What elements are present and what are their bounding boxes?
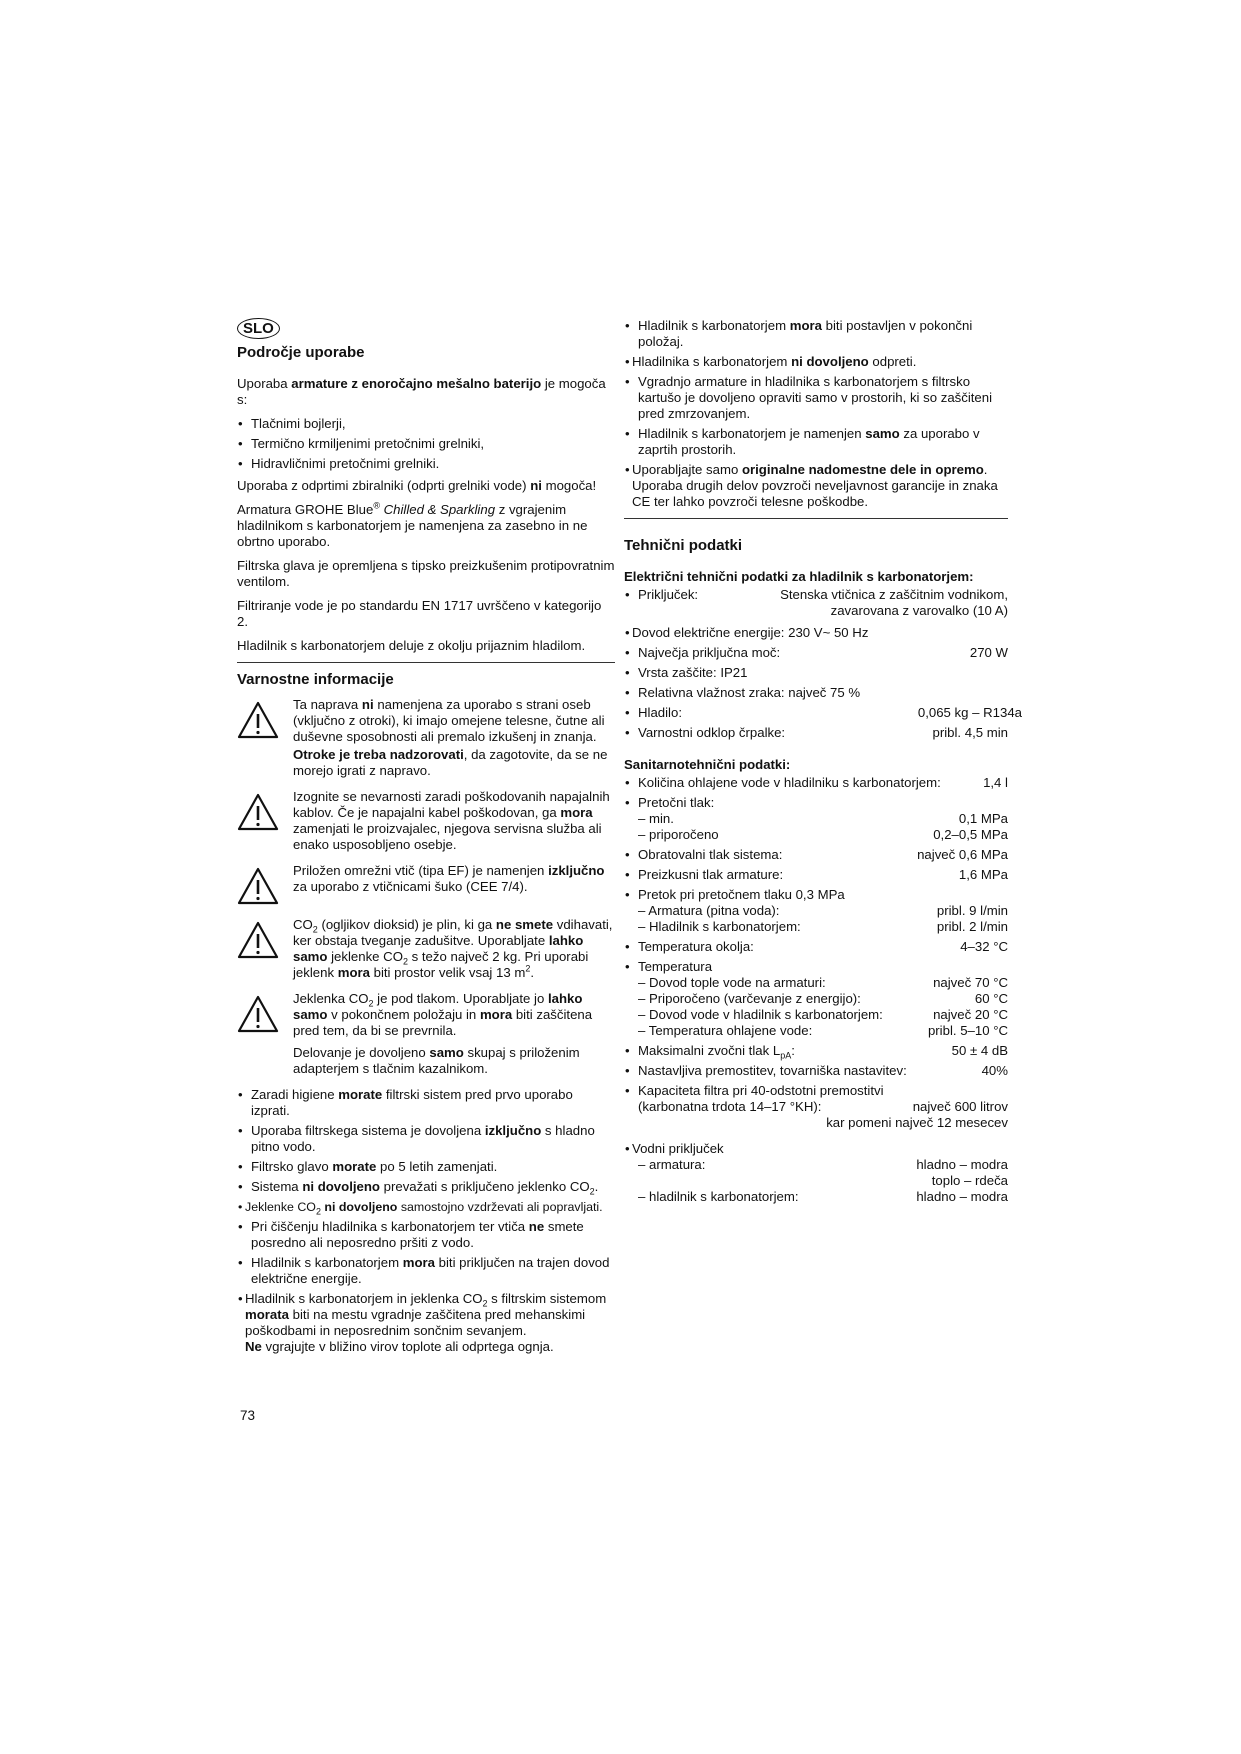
- left-column: [237, 318, 615, 1359]
- language-badge: SLO: [237, 318, 615, 344]
- warning-triangle-icon: [237, 991, 293, 1037]
- el-pump-cutoff: • Varnostni odklop črpalke: pribl. 4,5 min: [624, 725, 1008, 741]
- section-title-use: Področje uporabe: [237, 344, 365, 361]
- el-refrigerant: • Hladilo: 0,065 kg – R134a: [624, 705, 1008, 721]
- warning-triangle-icon: [237, 789, 293, 835]
- safety-item-cold-water: • Uporaba filtrskega sistema je dovoljena izključno s hladno pitno vodo.: [237, 1123, 615, 1155]
- safety-item-indoor: • Hladilnik s karbonatorjem je namenjen samo za uporabo v zaprtih prostorih.: [624, 426, 1008, 458]
- warning-block-cable: Izognite se nevarnosti zaradi poškodovanih napajalnih kablov. Če je napajalni kabel poškodovan, ga mora zamenjati le proizvajalec, njegova servisna služba ali enako usposobljeno osebje.: [237, 789, 615, 855]
- filtration-category-note: Filtriranje vode je po standardu EN 1717 uvrščeno v kategorijo 2.: [237, 598, 602, 629]
- safety-item-frost: • Vgradnjo armature in hladilnika s karbonatorjem s filtrsko kartušo je dovoljeno opraviti samo v prostorih, ki so zaščiteni pred zmrzovanjem.: [624, 374, 1008, 422]
- warning-block-co2: $CO_2$ (ogljikov dioksid) je plin, ki ga ne smete vdihavati, ker obstaja tveganje zadušitve. Uporabljate lahko samo jeklenke $CO_2$ s težo največ 2 kg. Pri uporabi jeklenk mora biti prostor velik vsaj 13 $m^2$.: [237, 917, 615, 983]
- san-quantity: • Količina ohlajene vode v hladilniku s karbonatorjem: 1,4 l: [624, 775, 1008, 791]
- filter-head-note: Filtrska glava je opremljena s tipsko preizkušenim protipovratnim ventilom.: [237, 558, 615, 589]
- warning-triangle-icon: [237, 697, 293, 743]
- san-flow-pressure: • Pretočni tlak: – min. 0,1 MPa – priporočeno 0,2–0,5 MPa: [624, 795, 1008, 843]
- el-protection: • Vrsta zaščite: IP21: [624, 665, 1008, 681]
- use-item: • Hidravličnimi pretočnimi grelniki.: [237, 456, 615, 472]
- san-temperature: • Temperatura – Dovod tople vode na armaturi: največ 70 °C – Priporočeno (varčevanje z energijo): 60 °C – Dovod vode v hladilnik s karbonatorjem: največ 20 °C – Temperatura ohlajene vode: pribl. 5–10 °C: [624, 959, 1008, 1039]
- section-title-safety: Varnostne informacije: [237, 671, 394, 688]
- open-tank-note: Uporaba z odprtimi zbiralniki (odprti grelniki vode) ni mogoča!: [237, 478, 597, 493]
- warning-block-plug: Priložen omrežni vtič (tipa EF) je namenjen izključno za uporabo z vtičnicami šuko (CEE 7/4).: [237, 863, 615, 909]
- product-use-note: Armatura GROHE Blue® Chilled & Sparkling z vgrajenim hladilnikom s karbonatorjem je namenjena za zasebno in ne obrtno uporabo.: [237, 500, 588, 549]
- safety-item-rinse: • Zaradi higiene morate filtrski sistem pred prvo uporabo izprati.: [237, 1087, 615, 1119]
- divider: [624, 518, 1008, 519]
- safety-item-cleaning: • Pri čiščenju hladilnika s karbonatorjem ter vtiča ne smete posredno ali neposredno pršiti z vodo.: [237, 1219, 615, 1251]
- safety-item-transport: • Sistema ni dovoljeno prevažati s priključeno jeklenko $CO_2$.: [237, 1179, 615, 1195]
- el-power: • Največja priključna moč: 270 W: [624, 645, 1008, 661]
- san-filter-capacity: • Kapaciteta filtra pri 40-odstotni premostitvi (karbonatna trdota 14–17 °KH): največ 600 litrov kar pomeni največ 12 mesecev: [624, 1083, 1008, 1131]
- el-connection: • Priključek: Stenska vtičnica z zaščitnim vodnikom, zavarovana z varovalko (10 A): [624, 587, 1008, 619]
- san-operating-pressure: • Obratovalni tlak sistema: največ 0,6 MPa: [624, 847, 1008, 863]
- refrigerant-note: Hladilnik s karbonatorjem deluje z okolju prijaznim hladilom.: [237, 638, 586, 653]
- warning-triangle-icon: [237, 863, 293, 909]
- warning-block-cylinder: Jeklenka $CO_2$ je pod tlakom. Uporabljate jo lahko samo v pokončnem položaju in mora biti zaščitena pred tem, da bi se prevrnila. Delovanje je dovoljeno samo skupaj s priloženim adapterjem s tlačnim kazalnikom.: [237, 991, 615, 1079]
- right-column: [624, 318, 1022, 1209]
- san-ambient-temp: • Temperatura okolja: 4–32 °C: [624, 939, 1008, 955]
- divider: [237, 662, 615, 663]
- safety-item-installation: • Hladilnik s karbonatorjem in jeklenka $CO_2$ s filtrskim sistemom morata biti na mestu vgradnje zaščitena pred mehanskimi poškodbami in neposrednim sončnim sevanjem. Ne vgrajujte v bližino virov toplote ali odprtega ognja.: [237, 1291, 615, 1355]
- san-bypass: • Nastavljiva premostitev, tovarniška nastavitev: 40%: [624, 1063, 1008, 1079]
- water-connection: • Vodni priključek – armatura: hladno – modra toplo – rdeča – hladilnik s karbonatorjem: hladno – modra: [624, 1141, 1008, 1205]
- page-number: 73: [240, 1408, 256, 1423]
- san-test-pressure: • Preizkusni tlak armature: 1,6 MPa: [624, 867, 1008, 883]
- sanitary-data-title: Sanitarnotehnični podatki:: [624, 757, 791, 772]
- el-supply: • Dovod električne energije: 230 V~ 50 Hz: [624, 625, 1008, 641]
- warning-triangle-icon: [237, 917, 293, 963]
- warning-block-persons: Ta naprava ni namenjena za uporabo s strani oseb (vključno z otroki), ki imajo omejene telesne, čutne ali duševne sposobnosti ali premalo izkušenj in znanja. Otroke je treba nadzorovati, da zagotovite, da se ne morejo igrati z napravo.: [237, 697, 615, 781]
- safety-item-cylinder-repair: • Jeklenke $CO_2$ ni dovoljeno samostojno vzdrževati ali popravljati.: [237, 1199, 615, 1215]
- el-humidity: • Relativna vlažnost zraka: največ 75 %: [624, 685, 1008, 701]
- safety-item-no-open: • Hladilnika s karbonatorjem ni dovoljeno odpreti.: [624, 354, 1008, 370]
- san-noise: • Maksimalni zvočni tlak $L_{pA}$: 50 ± 4 dB: [624, 1043, 1008, 1059]
- section-title-tech: Tehnični podatki: [624, 537, 743, 554]
- use-intro: Uporaba armature z enoročajno mešalno baterijo je mogoča s:: [237, 376, 606, 407]
- use-item: • Tlačnimi bojlerji,: [237, 416, 615, 432]
- safety-item-upright: • Hladilnik s karbonatorjem mora biti postavljen v pokončni položaj.: [624, 318, 1008, 350]
- safety-item-original-parts: • Uporabljajte samo originalne nadomestne dele in opremo. Uporaba drugih delov povzroči neveljavnost garancije in znaka CE ter lahko povzroči telesne poškodbe.: [624, 462, 1008, 510]
- safety-item-power: • Hladilnik s karbonatorjem mora biti priključen na trajen dovod električne energije.: [237, 1255, 615, 1287]
- use-item: • Termično krmiljenimi pretočnimi grelniki,: [237, 436, 615, 452]
- safety-item-filter-head: • Filtrsko glavo morate po 5 letih zamenjati.: [237, 1159, 615, 1175]
- san-flow-rate: • Pretok pri pretočnem tlaku 0,3 MPa – Armatura (pitna voda): pribl. 9 l/min – Hladilnik s karbonatorjem: pribl. 2 l/min: [624, 887, 1008, 935]
- electrical-data-title: Električni tehnični podatki za hladilnik s karbonatorjem:: [624, 569, 974, 584]
